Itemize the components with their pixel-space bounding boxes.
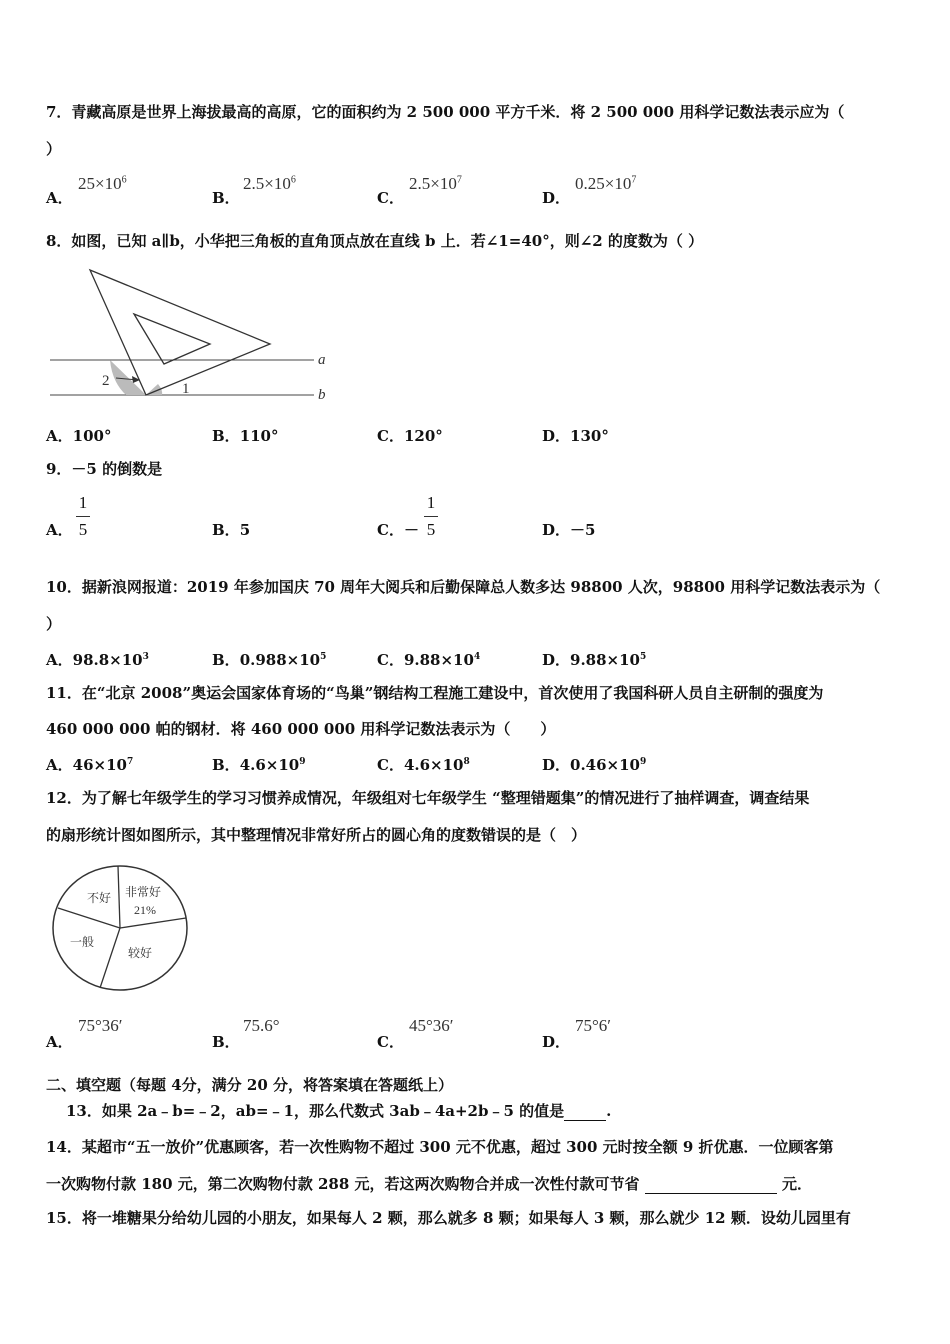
q9-option-a-fraction: 1 5: [76, 493, 90, 540]
slice-very-good-pct: 21%: [134, 903, 156, 917]
q12-stem-line1: 12．为了解七年级学生的学习习惯养成情况，年级组对七年级学生 “整理错题集”的情况进行了抽样调查，调查结果: [46, 789, 810, 807]
q11-option-a: A．$46\times 10^7$: [46, 756, 134, 774]
q9-option-c-fraction: 1 5: [424, 493, 438, 540]
q12-option-c-value: 45°36′: [409, 1016, 454, 1035]
slice-average-label: 一般: [70, 935, 95, 949]
slice-good-label: 较好: [128, 946, 153, 960]
q10-option-a: A．$98.8\times 10^3$: [46, 651, 149, 669]
q7-option-d-label: D．: [542, 189, 571, 207]
q15-stem: 15．将一堆糖果分给幼儿园的小朋友，如果每人 2 颗，那么就多 8 颗；如果每人 3 颗，那么就少 12 颗．设幼儿园里有: [46, 1209, 851, 1227]
q10-option-c: C．$9.88\times 10^4$: [377, 651, 481, 669]
q12-option-d-label: D．: [542, 1033, 571, 1051]
q12-pie-chart: [48, 862, 192, 994]
q8-option-d: D．130°: [542, 427, 609, 445]
q7-stem-line2: ）: [46, 140, 62, 158]
q14-answer-blank[interactable]: [645, 1177, 777, 1194]
q7-option-c-label: C．: [377, 189, 404, 207]
line-b-label: b: [318, 387, 326, 403]
pie-divider-bottom: [100, 928, 120, 988]
q8-option-a: A．100°: [46, 427, 112, 445]
pie-divider-right: [120, 918, 186, 928]
q9-option-a-label: A．: [46, 521, 73, 539]
q12-option-a-value: 75°36′: [78, 1016, 123, 1035]
q7-option-a-value: $25\times 10^6$: [78, 174, 127, 193]
q8-stem: 8．如图，已知 a∥b，小华把三角板的直角顶点放在直线 b 上．若∠1=40°，则∠2 的度数为（ ）: [46, 232, 704, 250]
pie-divider-left: [58, 908, 120, 928]
set-square-inner: [134, 314, 210, 364]
angle-1-label: 1: [182, 381, 190, 397]
pie-divider-top: [118, 866, 120, 928]
q10-option-d: D．$9.88\times 10^5$: [542, 651, 647, 669]
angle-2-label: 2: [102, 373, 110, 389]
q13-stem: 13．如果 2a﹣b=﹣2，ab=﹣1，那么代数式 3ab﹣4a+2b﹣5 的值是 .: [66, 1102, 612, 1120]
q8-option-b: B．110°: [212, 427, 279, 445]
slice-very-good-label: 非常好: [125, 885, 162, 899]
q9-option-b: B．5: [212, 521, 251, 539]
q7-option-d-value: $0.25\times 10^7$: [575, 174, 637, 193]
q14-stem-line1: 14．某超市“五一放价”优惠顾客，若一次性购物不超过 300 元不优惠，超过 300 元时按全额 9 折优惠．一位顾客第: [46, 1138, 834, 1156]
arrow-head: [132, 376, 140, 383]
q12-option-d-value: 75°6′: [575, 1016, 612, 1035]
angle-2-shade: [110, 360, 146, 395]
q12-option-b-label: B．: [212, 1033, 240, 1051]
q10-stem-line2: ）: [46, 615, 62, 633]
q12-option-b-value: 75.6°: [243, 1016, 280, 1035]
q12-stem-line2: 的扇形统计图如图所示，其中整理情况非常好所占的圆心角的度数错误的是（ ）: [46, 826, 587, 844]
q13-answer-blank[interactable]: [564, 1104, 606, 1121]
q10-option-b: B．$0.988\times 10^5$: [212, 651, 327, 669]
q11-option-c: C．$4.6\times 10^8$: [377, 756, 470, 774]
q7-option-b-value: $2.5\times 10^6$: [243, 174, 296, 193]
q7-option-b-label: B．: [212, 189, 240, 207]
section2-title: 二、填空题（每题 4分，满分 20 分，将答案填在答题纸上）: [46, 1076, 453, 1094]
q9-option-d: D．－5: [542, 521, 596, 539]
q10-stem-line1: 10．据新浪网报道：2019 年参加国庆 70 周年大阅兵和后勤保障总人数多达 98800 人次，98800 用科学记数法表示为（: [46, 578, 881, 596]
q8-triangle-figure: [46, 264, 346, 404]
line-a-label: a: [318, 352, 326, 368]
q8-option-c: C．120°: [377, 427, 443, 445]
q7-option-a-label: A．: [46, 189, 73, 207]
q9-stem: 9．－5 的倒数是: [46, 460, 163, 478]
q12-option-a-label: A．: [46, 1033, 73, 1051]
q9-option-c-label: C．－: [377, 521, 419, 539]
q11-stem-line1: 11．在“北京 2008”奥运会国家体育场的“鸟巢”钢结构工程施工建设中，首次使用了我国科研人员自主研制的强度为: [46, 684, 824, 702]
slice-bad-label: 不好: [87, 891, 112, 905]
q11-option-d: D．$0.46\times 10^9$: [542, 756, 647, 774]
q7-stem-line1: 7．青藏高原是世界上海拔最高的高原，它的面积约为 2 500 000 平方千米．将 2 500 000 用科学记数法表示应为（: [46, 103, 845, 121]
q12-option-c-label: C．: [377, 1033, 404, 1051]
q7-option-c-value: $2.5\times 10^7$: [409, 174, 462, 193]
q11-stem-line2: 460 000 000 帕的钢材．将 460 000 000 用科学记数法表示为（ ）: [46, 720, 556, 738]
q11-option-b: B．$4.6\times 10^9$: [212, 756, 306, 774]
q14-stem-line2: 一次购物付款 180 元，第二次购物付款 288 元，若这两次购物合并成一次性付款可节省 元．: [46, 1175, 812, 1193]
